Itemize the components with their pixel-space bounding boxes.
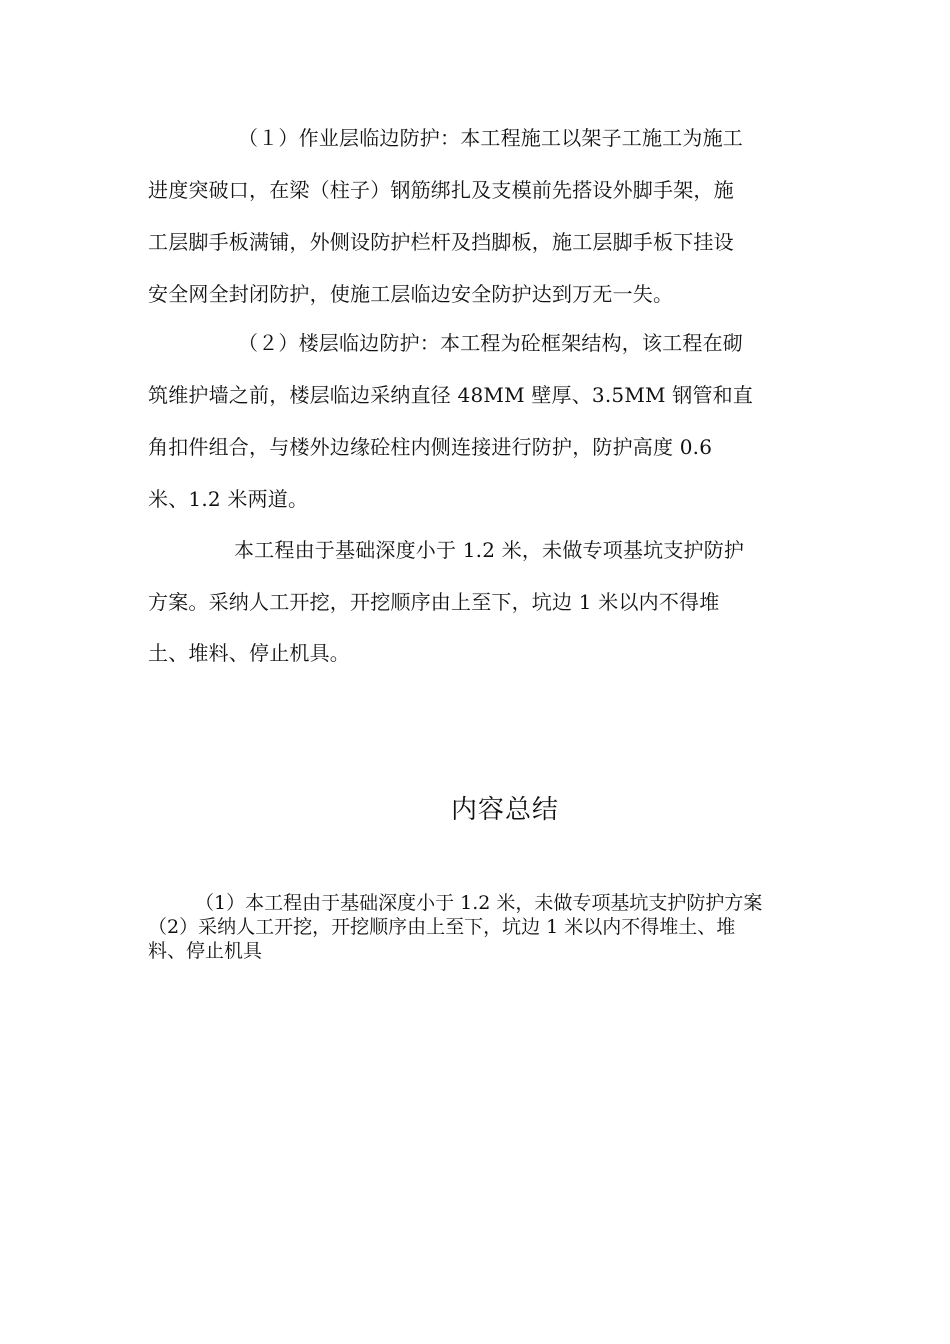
paragraph-2-line-1: （２）楼层临边防护：本工程为砼框架结构，该工程在砌: [238, 331, 743, 355]
summary-line-3: 料、停止机具: [148, 940, 263, 962]
paragraph-2-line-2: 筑维护墙之前，楼层临边采纳直径 48MM 壁厚、3.5MM 钢管和直: [148, 383, 754, 407]
paragraph-2-line-4: 米、1.2 米两道。: [148, 487, 309, 511]
summary-line-2: （2）采纳人工开挖，开挖顺序由上至下，坑边 1 米以内不得堆土、堆: [148, 916, 736, 938]
paragraph-3-line-1: 本工程由于基础深度小于 1.2 米，未做专项基坑支护防护: [234, 538, 745, 562]
summary-line-1: （1）本工程由于基础深度小于 1.2 米，未做专项基坑支护防护方案: [195, 892, 763, 914]
paragraph-1-line-3: 工层脚手板满铺，外侧设防护栏杆及挡脚板，施工层脚手板下挂设: [148, 230, 734, 254]
paragraph-3-line-2: 方案。采纳人工开挖，开挖顺序由上至下，坑边 1 米以内不得堆: [148, 590, 720, 614]
paragraph-2-line-3: 角扣件组合，与楼外边缘砼柱内侧连接进行防护，防护高度 0.6: [148, 435, 713, 459]
paragraph-3-line-3: 土、堆料、停止机具。: [148, 641, 350, 665]
paragraph-1-line-4: 安全网全封闭防护，使施工层临边安全防护达到万无一失。: [148, 282, 674, 306]
summary-title: 内容总结: [450, 795, 559, 825]
paragraph-1-line-2: 进度突破口，在梁（柱子）钢筋绑扎及支模前先搭设外脚手架，施: [148, 178, 734, 202]
paragraph-1-line-1: （１）作业层临边防护：本工程施工以架子工施工为施工: [238, 126, 743, 150]
